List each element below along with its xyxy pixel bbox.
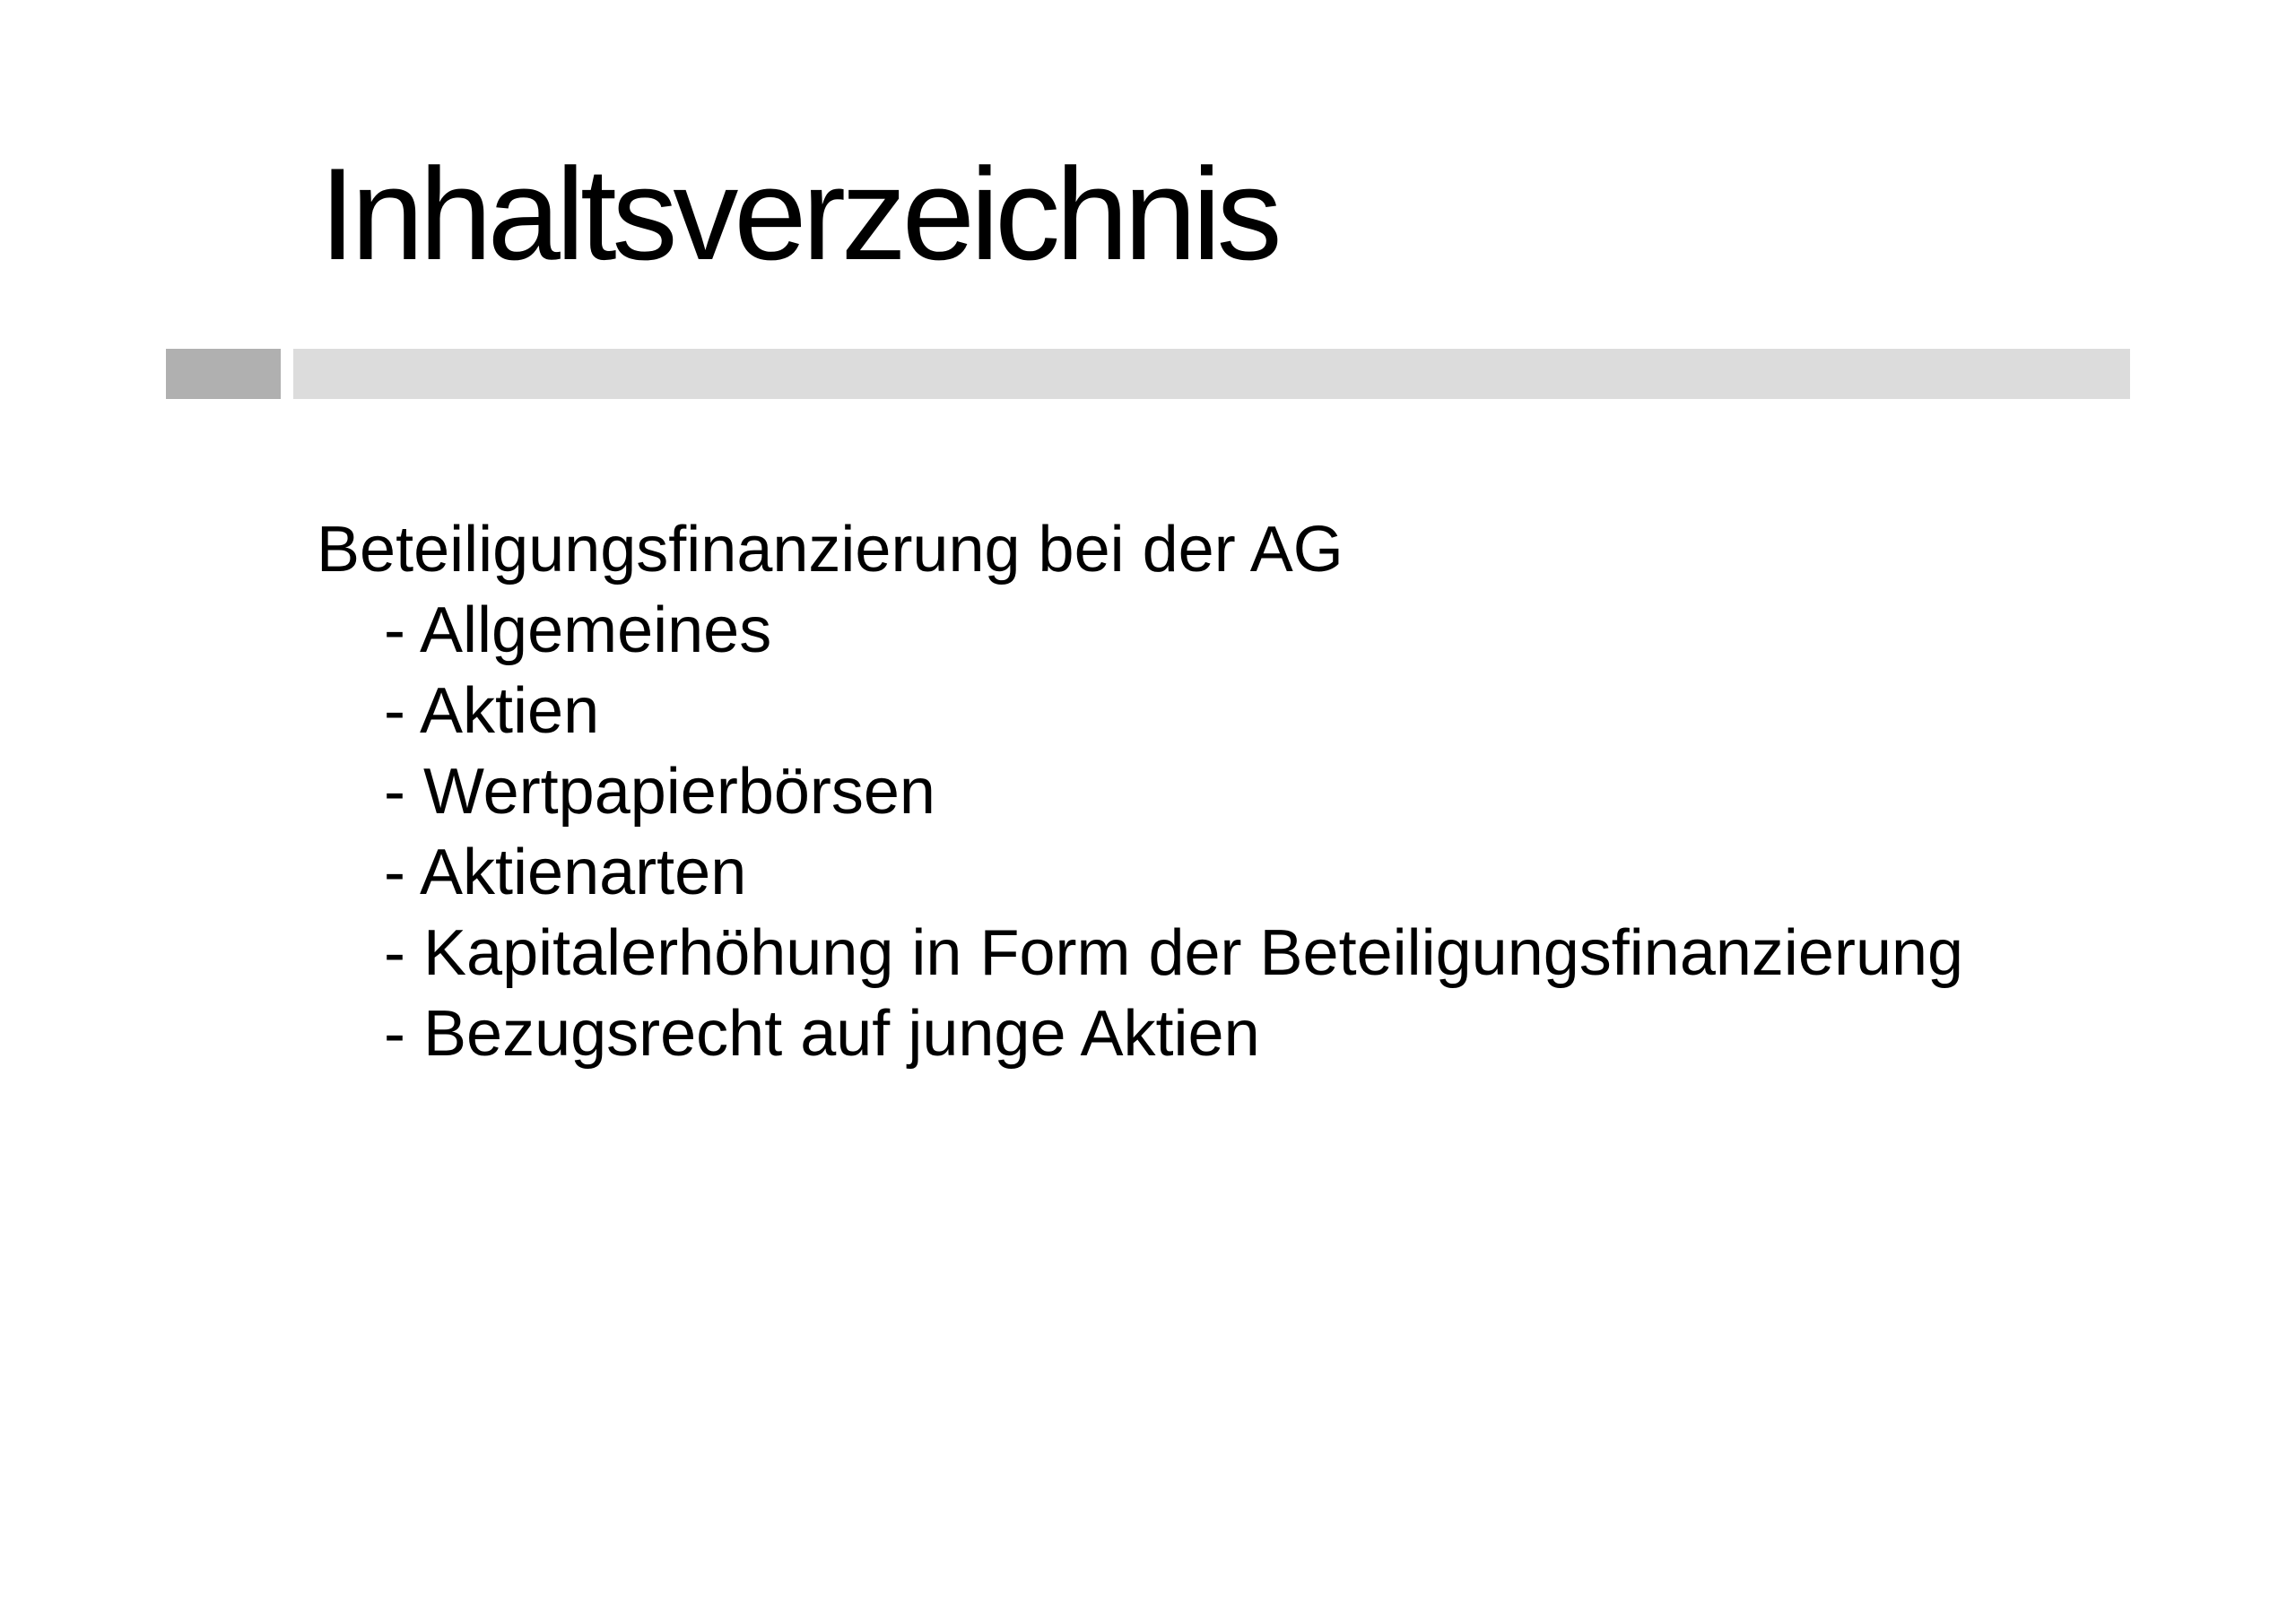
dash-bullet: - [384,998,405,1070]
dash-bullet: - [384,917,405,989]
list-item [317,832,1963,913]
list-item-label: Wertpapierbörsen [423,756,935,828]
list-item [317,913,1963,993]
accent-bar-light [293,349,2130,399]
list-item-label: Aktienarten [420,837,747,908]
section-heading: Beteiligungsfinanzierung bei der AG [317,514,1344,585]
accent-bar-dark [166,349,281,399]
list-item [317,671,1963,751]
list-item [317,751,1963,832]
page-title: Inhaltsverzeichnis [319,141,1278,287]
toc-list [317,590,1963,1074]
dash-bullet: - [384,837,405,908]
list-item-label: Aktien [420,675,600,747]
content-block [317,509,1963,1074]
dash-bullet: - [384,675,405,747]
dash-bullet: - [384,594,405,666]
list-item [317,993,1963,1074]
list-item-label: Allgemeines [420,594,772,666]
list-item-label: Kapitalerhöhung in Form der Beteiligungsfinanzierung [423,917,1964,989]
list-item [317,590,1963,671]
list-item-label: Bezugsrecht auf junge Aktien [423,998,1260,1070]
dash-bullet: - [384,756,405,828]
